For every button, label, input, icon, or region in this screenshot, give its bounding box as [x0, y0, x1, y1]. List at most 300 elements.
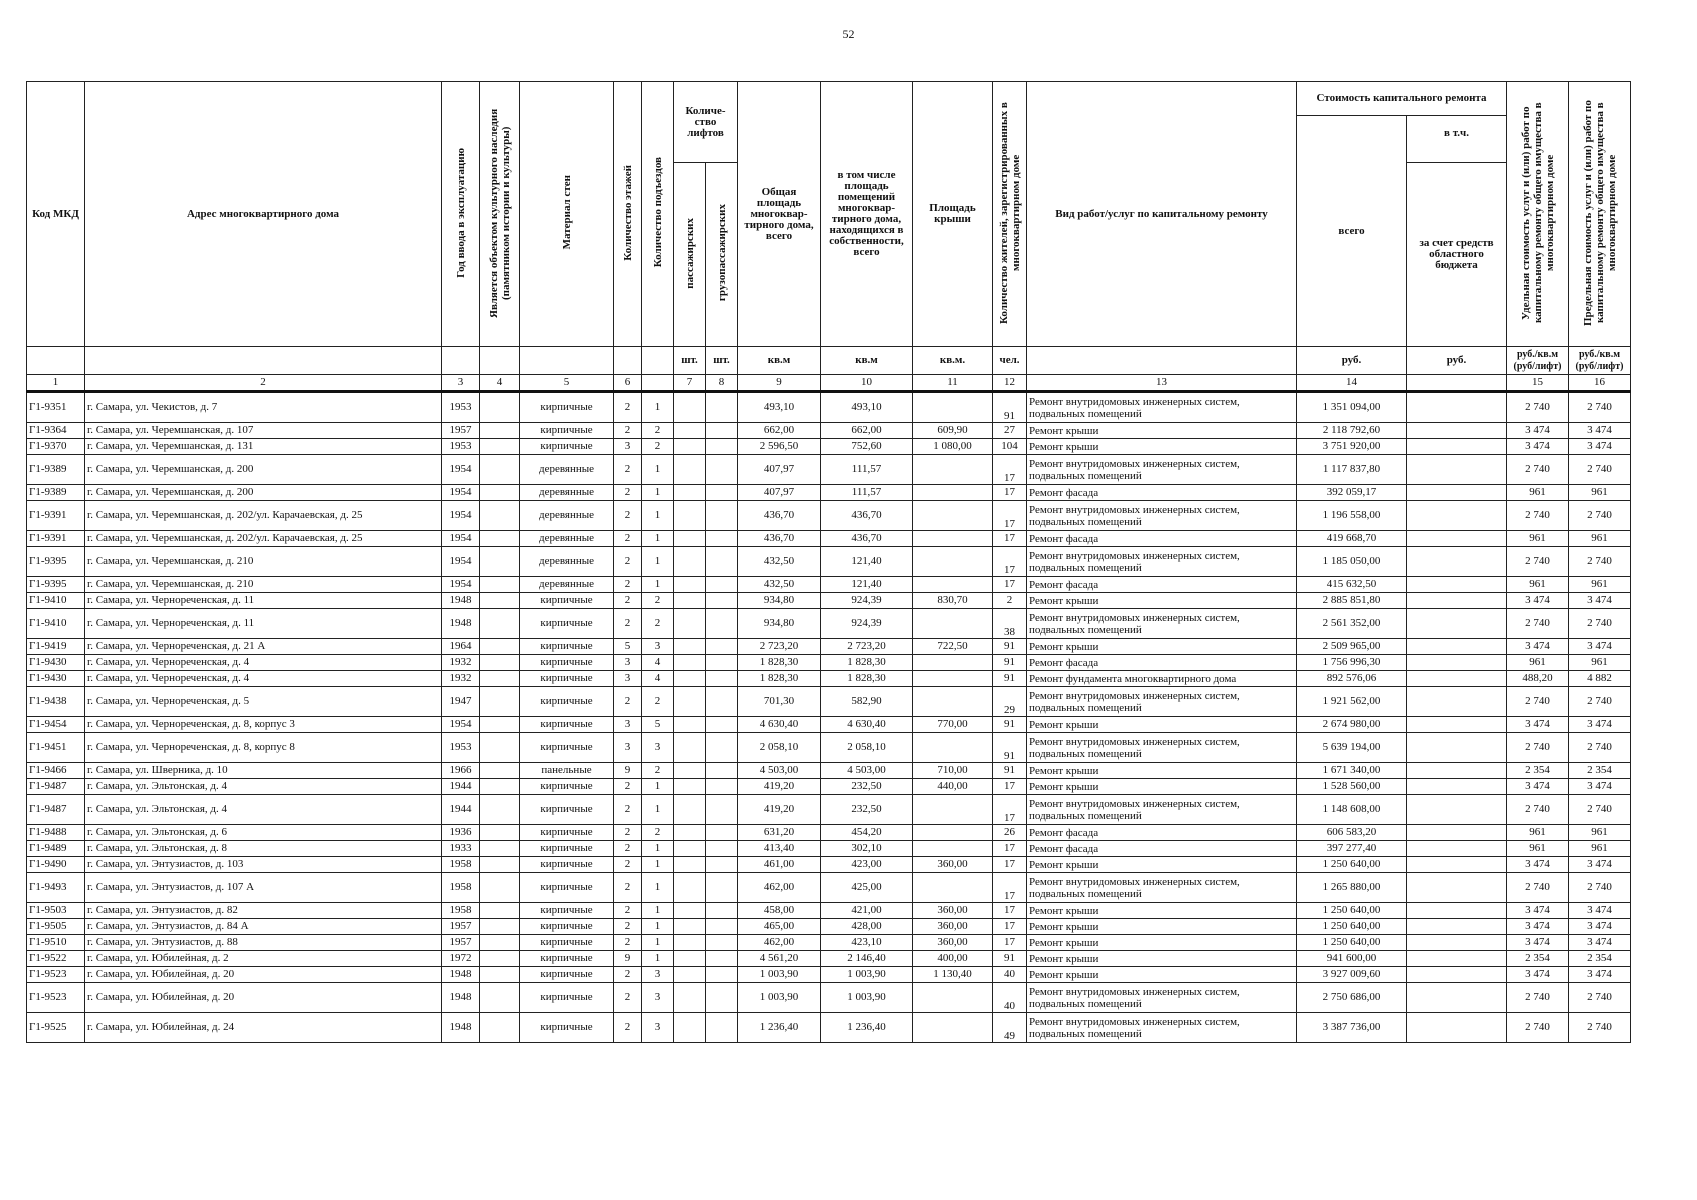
- header-cost-total: всего: [1297, 116, 1407, 347]
- cell-empty: [674, 983, 706, 1013]
- cell-empty: [480, 795, 520, 825]
- cell-cost: 1 351 094,00: [1297, 392, 1407, 423]
- cell-wall: кирпичные: [520, 733, 614, 763]
- cell-roof: 1 130,40: [913, 967, 993, 983]
- cell-unit: 2 354: [1507, 951, 1569, 967]
- cell-empty: [706, 983, 738, 1013]
- cell-floors: 2: [614, 903, 642, 919]
- cell-work: Ремонт крыши: [1027, 919, 1297, 935]
- header-cost: Стоимость капитального ремонта: [1297, 82, 1507, 116]
- cell-owned: 1 828,30: [821, 655, 913, 671]
- cell-year: 1954: [442, 577, 480, 593]
- cell-owned: 436,70: [821, 531, 913, 547]
- cell-entr: 4: [642, 671, 674, 687]
- cell-empty: [1407, 609, 1507, 639]
- cell-roof: [913, 733, 993, 763]
- unit-rub: руб.: [1297, 347, 1407, 375]
- cell-work: Ремонт внутридомовых инженерных систем, подвальных помещений: [1027, 873, 1297, 903]
- cell-floors: 2: [614, 547, 642, 577]
- cell-empty: [706, 717, 738, 733]
- cell-roof: [913, 795, 993, 825]
- cell-empty: [480, 423, 520, 439]
- cell-address: г. Самара, ул. Юбилейная, д. 20: [85, 983, 442, 1013]
- cell-address: г. Самара, ул. Шверника, д. 10: [85, 763, 442, 779]
- cell-floors: 2: [614, 825, 642, 841]
- cell-wall: деревянные: [520, 531, 614, 547]
- cell-work: Ремонт внутридомовых инженерных систем, подвальных помещений: [1027, 1013, 1297, 1043]
- cell-owned: 1 003,90: [821, 967, 913, 983]
- cell-area: 436,70: [738, 501, 821, 531]
- cell-year: 1948: [442, 609, 480, 639]
- capital-repair-table: [26, 81, 1631, 1043]
- cell-work: Ремонт внутридомовых инженерных систем, подвальных помещений: [1027, 609, 1297, 639]
- table-row: [27, 873, 1631, 903]
- cell-empty: [1407, 763, 1507, 779]
- cell-work: Ремонт фасада: [1027, 577, 1297, 593]
- cell-entr: 2: [642, 609, 674, 639]
- cell-owned: 662,00: [821, 423, 913, 439]
- cell-unit: 961: [1507, 531, 1569, 547]
- cell-address: г. Самара, ул. Чернореченская, д. 11: [85, 593, 442, 609]
- cell-address: г. Самара, ул. Черемшанская, д. 200: [85, 485, 442, 501]
- cell-floors: 2: [614, 967, 642, 983]
- cell-year: 1954: [442, 547, 480, 577]
- cell-floors: 2: [614, 935, 642, 951]
- cell-area: 462,00: [738, 935, 821, 951]
- cell-empty: [674, 687, 706, 717]
- cell-cost: 5 639 194,00: [1297, 733, 1407, 763]
- cell-empty: [674, 825, 706, 841]
- cell-cost: 397 277,40: [1297, 841, 1407, 857]
- cell-empty: [1407, 1013, 1507, 1043]
- cell-year: 1932: [442, 655, 480, 671]
- cell-address: г. Самара, ул. Черемшанская, д. 202/ул. Карачаевская, д. 25: [85, 501, 442, 531]
- cell-wall: кирпичные: [520, 873, 614, 903]
- cell-res: 17: [993, 795, 1027, 825]
- table-row: [27, 841, 1631, 857]
- cell-area: 462,00: [738, 873, 821, 903]
- cell-year: 1944: [442, 779, 480, 795]
- column-number: 7: [674, 375, 706, 392]
- header-area-owned: в том числе площадь помещений многоквар-тирного дома, находящихся в собственности, всего: [821, 82, 913, 347]
- cell-floors: 2: [614, 531, 642, 547]
- cell-entr: 1: [642, 531, 674, 547]
- cell-year: 1948: [442, 983, 480, 1013]
- cell-res: 17: [993, 919, 1027, 935]
- cell-roof: 830,70: [913, 593, 993, 609]
- cell-empty: [674, 671, 706, 687]
- cell-area: 1 003,90: [738, 967, 821, 983]
- cell-empty: [480, 501, 520, 531]
- cell-res: 29: [993, 687, 1027, 717]
- cell-owned: 1 828,30: [821, 671, 913, 687]
- cell-area: 458,00: [738, 903, 821, 919]
- cell-roof: 440,00: [913, 779, 993, 795]
- cell-res: 2: [993, 593, 1027, 609]
- cell-empty: [1407, 392, 1507, 423]
- cell-empty: [480, 873, 520, 903]
- column-number: 12: [993, 375, 1027, 392]
- cell-code: Г1-9419: [27, 639, 85, 655]
- cell-wall: кирпичные: [520, 1013, 614, 1043]
- cell-cost: 3 387 736,00: [1297, 1013, 1407, 1043]
- cell-res: 17: [993, 547, 1027, 577]
- cell-code: Г1-9489: [27, 841, 85, 857]
- cell-empty: [706, 951, 738, 967]
- cell-work: Ремонт крыши: [1027, 903, 1297, 919]
- cell-res: 17: [993, 903, 1027, 919]
- cell-res: 17: [993, 531, 1027, 547]
- cell-roof: [913, 531, 993, 547]
- cell-empty: [706, 1013, 738, 1043]
- cell-address: г. Самара, ул. Чернореченская, д. 5: [85, 687, 442, 717]
- cell-year: 1966: [442, 763, 480, 779]
- cell-wall: кирпичные: [520, 967, 614, 983]
- cell-empty: [706, 439, 738, 455]
- cell-area: 701,30: [738, 687, 821, 717]
- cell-cost: 1 265 880,00: [1297, 873, 1407, 903]
- cell-unit: 3 474: [1507, 935, 1569, 951]
- cell-cost: 3 751 920,00: [1297, 439, 1407, 455]
- cell-address: г. Самара, ул. Черемшанская, д. 210: [85, 547, 442, 577]
- cell-roof: [913, 577, 993, 593]
- cell-owned: 454,20: [821, 825, 913, 841]
- cell-empty: [480, 485, 520, 501]
- cell-entr: 2: [642, 687, 674, 717]
- cell-floors: 2: [614, 873, 642, 903]
- cell-roof: 360,00: [913, 857, 993, 873]
- cell-max: 2 354: [1569, 951, 1631, 967]
- header-floors: Количество этажей: [621, 164, 634, 261]
- cell-empty: [674, 392, 706, 423]
- cell-address: г. Самара, ул. Юбилейная, д. 24: [85, 1013, 442, 1043]
- cell-max: 2 740: [1569, 687, 1631, 717]
- cell-area: 1 003,90: [738, 983, 821, 1013]
- cell-code: Г1-9454: [27, 717, 85, 733]
- cell-empty: [1407, 671, 1507, 687]
- table-row: [27, 967, 1631, 983]
- cell-max: 2 740: [1569, 1013, 1631, 1043]
- cell-year: 1958: [442, 857, 480, 873]
- cell-owned: 493,10: [821, 392, 913, 423]
- cell-floors: 2: [614, 609, 642, 639]
- cell-max: 3 474: [1569, 439, 1631, 455]
- cell-owned: 111,57: [821, 485, 913, 501]
- cell-roof: 722,50: [913, 639, 993, 655]
- cell-empty: [480, 903, 520, 919]
- cell-year: 1957: [442, 423, 480, 439]
- cell-work: Ремонт крыши: [1027, 423, 1297, 439]
- cell-entr: 1: [642, 795, 674, 825]
- cell-floors: 2: [614, 841, 642, 857]
- cell-entr: 1: [642, 779, 674, 795]
- table-row: [27, 903, 1631, 919]
- cell-wall: кирпичные: [520, 655, 614, 671]
- cell-max: 2 740: [1569, 455, 1631, 485]
- cell-entr: 2: [642, 763, 674, 779]
- cell-work: Ремонт внутридомовых инженерных систем, подвальных помещений: [1027, 687, 1297, 717]
- cell-year: 1964: [442, 639, 480, 655]
- cell-floors: 2: [614, 687, 642, 717]
- cell-empty: [1407, 951, 1507, 967]
- cell-empty: [706, 655, 738, 671]
- cell-empty: [480, 655, 520, 671]
- cell-empty: [706, 919, 738, 935]
- cell-year: 1953: [442, 392, 480, 423]
- cell-unit: 2 740: [1507, 392, 1569, 423]
- cell-wall: кирпичные: [520, 687, 614, 717]
- cell-empty: [480, 392, 520, 423]
- table-row: [27, 577, 1631, 593]
- cell-floors: 3: [614, 733, 642, 763]
- cell-empty: [1407, 919, 1507, 935]
- cell-code: Г1-9523: [27, 967, 85, 983]
- cell-roof: [913, 485, 993, 501]
- header-area-total: Общая площадь многоквар-тирного дома, всего: [738, 82, 821, 347]
- cell-roof: [913, 687, 993, 717]
- cell-cost: 419 668,70: [1297, 531, 1407, 547]
- cell-address: г. Самара, ул. Чекистов, д. 7: [85, 392, 442, 423]
- cell-res: 17: [993, 577, 1027, 593]
- cell-floors: 9: [614, 951, 642, 967]
- cell-unit: 2 740: [1507, 873, 1569, 903]
- cell-cost: 3 927 009,60: [1297, 967, 1407, 983]
- cell-entr: 1: [642, 577, 674, 593]
- cell-empty: [480, 547, 520, 577]
- cell-code: Г1-9493: [27, 873, 85, 903]
- cell-area: 934,80: [738, 593, 821, 609]
- cell-empty: [706, 501, 738, 531]
- cell-address: г. Самара, ул. Чернореченская, д. 4: [85, 671, 442, 687]
- table-row: [27, 717, 1631, 733]
- cell-cost: 2 750 686,00: [1297, 983, 1407, 1013]
- cell-entr: 1: [642, 547, 674, 577]
- cell-floors: 2: [614, 485, 642, 501]
- cell-wall: кирпичные: [520, 392, 614, 423]
- cell-wall: кирпичные: [520, 919, 614, 935]
- cell-unit: 2 740: [1507, 795, 1569, 825]
- cell-wall: кирпичные: [520, 903, 614, 919]
- cell-empty: [674, 873, 706, 903]
- column-number: 5: [520, 375, 614, 392]
- cell-res: 17: [993, 857, 1027, 873]
- cell-entr: 1: [642, 935, 674, 951]
- cell-entr: 1: [642, 485, 674, 501]
- cell-code: Г1-9391: [27, 531, 85, 547]
- cell-unit: 3 474: [1507, 903, 1569, 919]
- cell-empty: [480, 825, 520, 841]
- column-number: 11: [913, 375, 993, 392]
- cell-cost: 2 561 352,00: [1297, 609, 1407, 639]
- cell-empty: [1407, 857, 1507, 873]
- cell-res: 17: [993, 935, 1027, 951]
- header-lifts-cargo: грузопассажирских: [715, 204, 728, 302]
- cell-year: 1933: [442, 841, 480, 857]
- cell-address: г. Самара, ул. Черемшанская, д. 131: [85, 439, 442, 455]
- cell-wall: деревянные: [520, 547, 614, 577]
- cell-empty: [674, 655, 706, 671]
- cell-work: Ремонт внутридомовых инженерных систем, подвальных помещений: [1027, 547, 1297, 577]
- cell-floors: 2: [614, 455, 642, 485]
- cell-max: 3 474: [1569, 903, 1631, 919]
- cell-empty: [1407, 439, 1507, 455]
- cell-entr: 3: [642, 733, 674, 763]
- cell-empty: [674, 717, 706, 733]
- cell-entr: 1: [642, 857, 674, 873]
- cell-address: г. Самара, ул. Эльтонская, д. 4: [85, 795, 442, 825]
- cell-cost: 1 250 640,00: [1297, 857, 1407, 873]
- cell-max: 2 740: [1569, 501, 1631, 531]
- cell-empty: [1407, 577, 1507, 593]
- header-roof-area: Площадь крыши: [913, 82, 993, 347]
- cell-area: 407,97: [738, 485, 821, 501]
- cell-owned: 302,10: [821, 841, 913, 857]
- cell-res: 17: [993, 841, 1027, 857]
- cell-unit: 2 740: [1507, 983, 1569, 1013]
- table-row: [27, 687, 1631, 717]
- cell-empty: [706, 639, 738, 655]
- cell-owned: 4 630,40: [821, 717, 913, 733]
- cell-year: 1972: [442, 951, 480, 967]
- cell-max: 2 354: [1569, 763, 1631, 779]
- cell-floors: 2: [614, 857, 642, 873]
- cell-code: Г1-9370: [27, 439, 85, 455]
- table-row: [27, 593, 1631, 609]
- cell-roof: [913, 825, 993, 841]
- table-row: [27, 547, 1631, 577]
- column-number: 8: [706, 375, 738, 392]
- cell-res: 91: [993, 763, 1027, 779]
- cell-empty: [1407, 967, 1507, 983]
- cell-empty: [674, 779, 706, 795]
- cell-empty: [706, 609, 738, 639]
- cell-res: 91: [993, 392, 1027, 423]
- cell-code: Г1-9430: [27, 671, 85, 687]
- header-lifts-passenger: пассажирских: [683, 217, 696, 289]
- cell-area: 2 723,20: [738, 639, 821, 655]
- cell-empty: [480, 763, 520, 779]
- cell-empty: [706, 733, 738, 763]
- cell-address: г. Самара, ул. Энтузиастов, д. 84 А: [85, 919, 442, 935]
- cell-empty: [1407, 655, 1507, 671]
- cell-res: 26: [993, 825, 1027, 841]
- table-row: [27, 423, 1631, 439]
- cell-code: Г1-9503: [27, 903, 85, 919]
- cell-floors: 3: [614, 717, 642, 733]
- cell-year: 1948: [442, 1013, 480, 1043]
- cell-empty: [480, 951, 520, 967]
- cell-empty: [1407, 687, 1507, 717]
- cell-empty: [480, 733, 520, 763]
- cell-area: 432,50: [738, 577, 821, 593]
- cell-area: 432,50: [738, 547, 821, 577]
- cell-area: 413,40: [738, 841, 821, 857]
- cell-owned: 423,10: [821, 935, 913, 951]
- cell-entr: 2: [642, 593, 674, 609]
- cell-work: Ремонт крыши: [1027, 639, 1297, 655]
- cell-wall: деревянные: [520, 485, 614, 501]
- cell-res: 17: [993, 455, 1027, 485]
- cell-wall: кирпичные: [520, 951, 614, 967]
- cell-floors: 2: [614, 501, 642, 531]
- cell-empty: [1407, 935, 1507, 951]
- cell-empty: [480, 967, 520, 983]
- cell-year: 1948: [442, 967, 480, 983]
- cell-empty: [480, 841, 520, 857]
- cell-code: Г1-9522: [27, 951, 85, 967]
- cell-area: 1 236,40: [738, 1013, 821, 1043]
- cell-unit: 3 474: [1507, 919, 1569, 935]
- table-body: [27, 392, 1631, 1043]
- cell-floors: 3: [614, 439, 642, 455]
- header-lifts: Количе-ство лифтов: [674, 82, 738, 163]
- cell-owned: 111,57: [821, 455, 913, 485]
- cell-work: Ремонт крыши: [1027, 967, 1297, 983]
- cell-max: 3 474: [1569, 857, 1631, 873]
- cell-work: Ремонт внутридомовых инженерных систем, подвальных помещений: [1027, 501, 1297, 531]
- cell-address: г. Самара, ул. Эльтонская, д. 6: [85, 825, 442, 841]
- cell-area: 1 828,30: [738, 671, 821, 687]
- cell-max: 2 740: [1569, 733, 1631, 763]
- cell-work: Ремонт крыши: [1027, 717, 1297, 733]
- cell-res: 27: [993, 423, 1027, 439]
- table-row: [27, 639, 1631, 655]
- cell-empty: [706, 779, 738, 795]
- cell-owned: 232,50: [821, 795, 913, 825]
- table-row: [27, 857, 1631, 873]
- cell-empty: [674, 841, 706, 857]
- cell-empty: [674, 951, 706, 967]
- cell-res: 17: [993, 501, 1027, 531]
- cell-owned: 428,00: [821, 919, 913, 935]
- cell-unit: 961: [1507, 485, 1569, 501]
- cell-owned: 4 503,00: [821, 763, 913, 779]
- cell-code: Г1-9505: [27, 919, 85, 935]
- cell-cost: 941 600,00: [1297, 951, 1407, 967]
- cell-max: 961: [1569, 531, 1631, 547]
- table-row: [27, 1013, 1631, 1043]
- cell-year: 1958: [442, 873, 480, 903]
- table-row: [27, 779, 1631, 795]
- cell-empty: [674, 609, 706, 639]
- cell-owned: 2 723,20: [821, 639, 913, 655]
- cell-code: Г1-9391: [27, 501, 85, 531]
- cell-res: 104: [993, 439, 1027, 455]
- cell-res: 40: [993, 967, 1027, 983]
- unit-rub-sqm: руб./кв.м (руб/лифт): [1507, 347, 1569, 375]
- column-number: 1: [27, 375, 85, 392]
- cell-roof: 360,00: [913, 919, 993, 935]
- cell-empty: [1407, 795, 1507, 825]
- cell-res: 40: [993, 983, 1027, 1013]
- column-number: 14: [1297, 375, 1407, 392]
- cell-empty: [674, 423, 706, 439]
- cell-max: 3 474: [1569, 639, 1631, 655]
- cell-owned: 1 003,90: [821, 983, 913, 1013]
- cell-code: Г1-9438: [27, 687, 85, 717]
- table-row: [27, 763, 1631, 779]
- cell-code: Г1-9487: [27, 779, 85, 795]
- cell-year: 1954: [442, 717, 480, 733]
- cell-work: Ремонт фундамента многоквартирного дома: [1027, 671, 1297, 687]
- cell-wall: деревянные: [520, 455, 614, 485]
- cell-work: Ремонт крыши: [1027, 951, 1297, 967]
- cell-floors: 2: [614, 795, 642, 825]
- table-row: [27, 983, 1631, 1013]
- cell-code: Г1-9510: [27, 935, 85, 951]
- cell-empty: [480, 593, 520, 609]
- cell-floors: 9: [614, 763, 642, 779]
